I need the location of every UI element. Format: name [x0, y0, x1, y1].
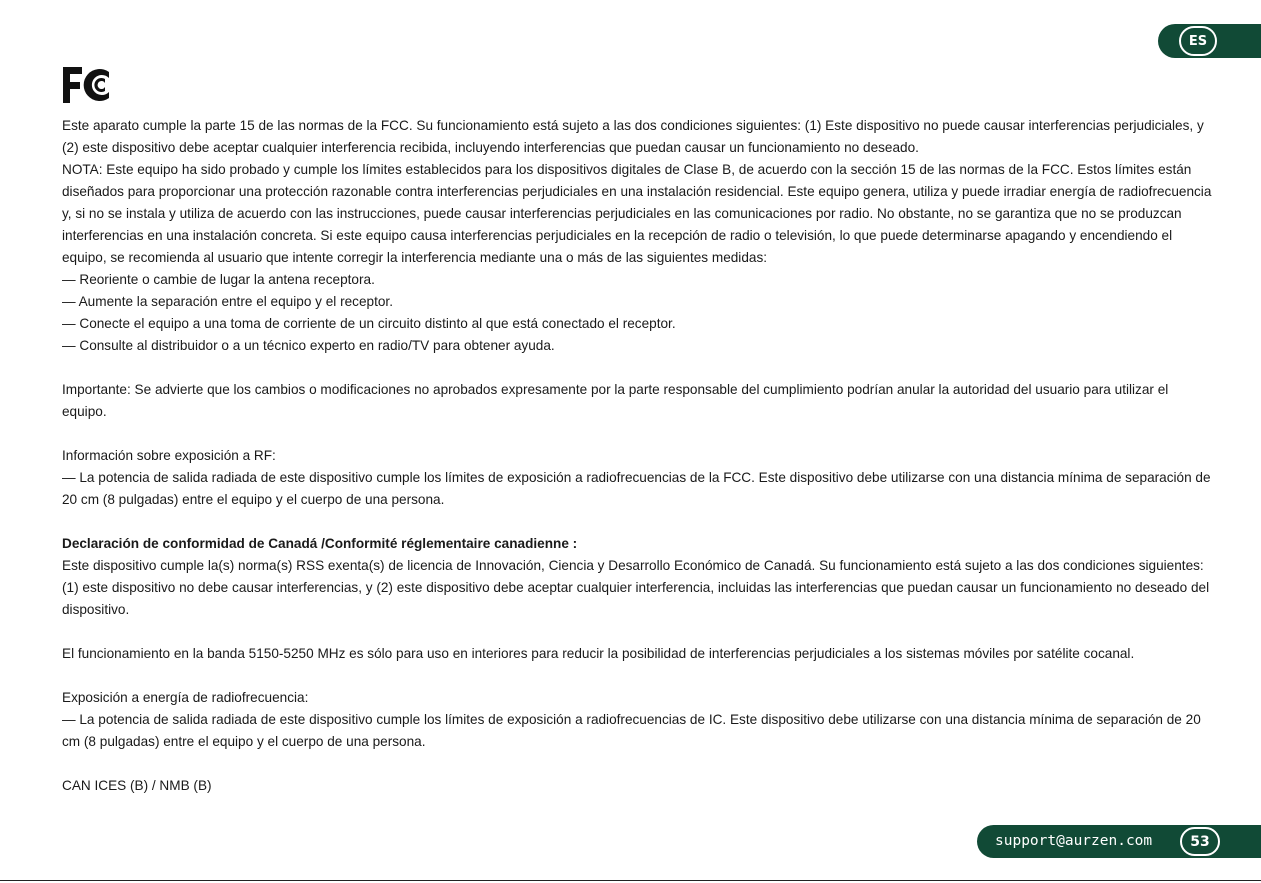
measure-item: — Aumente la separación entre el equipo y el receptor.	[62, 294, 393, 309]
spacer	[62, 665, 1212, 687]
support-email: support@aurzen.com	[995, 833, 1153, 849]
nota-paragraph: NOTA: Este equipo ha sido probado y cumple los límites establecidos para los dispositivos digitales de Clase B, de acuerdo con la sección 15 de las normas de la FCC. Estos límites están diseñados para proporcionar una protección razonable contra interferencias perjudiciales en una instalación residencial. Este equipo genera, utiliza y puede irradiar energía de radiofrecuencia y, si no se instala y utiliza de acuerdo con las instrucciones, puede causar interferencias perjudiciales en las comunicaciones por radio. No obstante, no se garantiza que no se produzcan interferencias en una instalación concreta. Si este equipo causa interferencias perjudiciales en la recepción de radio o televisión, lo que puede determinarse apagando y encendiendo el equipo, se recomienda al usuario que intente corregir la interferencia mediante una o más de las siguientes medidas:	[62, 162, 1212, 265]
language-badge: ES	[1179, 26, 1217, 56]
spacer	[62, 423, 1212, 445]
exposure-heading: Exposición a energía de radiofrecuencia:	[62, 690, 309, 705]
measure-item: — Conecte el equipo a una toma de corriente de un circuito distinto al que está conectado el receptor.	[62, 316, 676, 331]
footer-pill	[977, 825, 1261, 858]
rf-heading: Información sobre exposición a RF:	[62, 448, 276, 463]
spacer	[62, 753, 1212, 775]
canada-heading: Declaración de conformidad de Canadá /Conformité réglementaire canadienne :	[62, 536, 578, 551]
canada-paragraph: Este dispositivo cumple la(s) norma(s) RSS exenta(s) de licencia de Innovación, Ciencia y Desarrollo Económico de Canadá. Su funcionamiento está sujeto a las dos condiciones siguientes: (1) este dispositivo no debe causar interferencias, y (2) este dispositivo debe aceptar cualquier interferencia, incluidas las interferencias que puedan causar un funcionamiento no deseado del dispositivo.	[62, 558, 1210, 617]
bottom-divider	[0, 880, 1261, 881]
spacer	[62, 621, 1212, 643]
ices-line: CAN ICES (B) / NMB (B)	[62, 778, 212, 793]
fcc-logo-icon	[62, 66, 112, 104]
document-body	[62, 115, 1212, 797]
language-tab	[1158, 24, 1261, 58]
spacer	[62, 357, 1212, 379]
fcc-compliance-paragraph: Este aparato cumple la parte 15 de las normas de la FCC. Su funcionamiento está sujeto a las dos condiciones siguientes: (1) Este dispositivo no puede causar interferencias perjudiciales, y (2) este dispositivo debe aceptar cualquier interferencia recibida, incluyendo interferencias que puedan causar un funcionamiento no deseado.	[62, 118, 1204, 155]
rf-paragraph: — La potencia de salida radiada de este dispositivo cumple los límites de exposición a radiofrecuencias de la FCC. Este dispositivo debe utilizarse con una distancia mínima de separación de 20 cm (8 pulgadas) entre el equipo y el cuerpo de una persona.	[62, 470, 1211, 507]
page-number: 53	[1180, 827, 1220, 856]
band-paragraph: El funcionamiento en la banda 5150-5250 MHz es sólo para uso en interiores para reducir la posibilidad de interferencias perjudiciales a los sistemas móviles por satélite cocanal.	[62, 646, 1135, 661]
exposure-paragraph: — La potencia de salida radiada de este dispositivo cumple los límites de exposición a radiofrecuencias de IC. Este dispositivo debe utilizarse con una distancia mínima de separación de 20 cm (8 pulgadas) entre el equipo y el cuerpo de una persona.	[62, 712, 1201, 749]
measure-item: — Consulte al distribuidor o a un técnico experto en radio/TV para obtener ayuda.	[62, 338, 555, 353]
spacer	[62, 511, 1212, 533]
important-paragraph: Importante: Se advierte que los cambios o modificaciones no aprobados expresamente por la parte responsable del cumplimiento podrían anular la autoridad del usuario para utilizar el equipo.	[62, 382, 1169, 419]
measure-item: — Reoriente o cambie de lugar la antena receptora.	[62, 272, 375, 287]
